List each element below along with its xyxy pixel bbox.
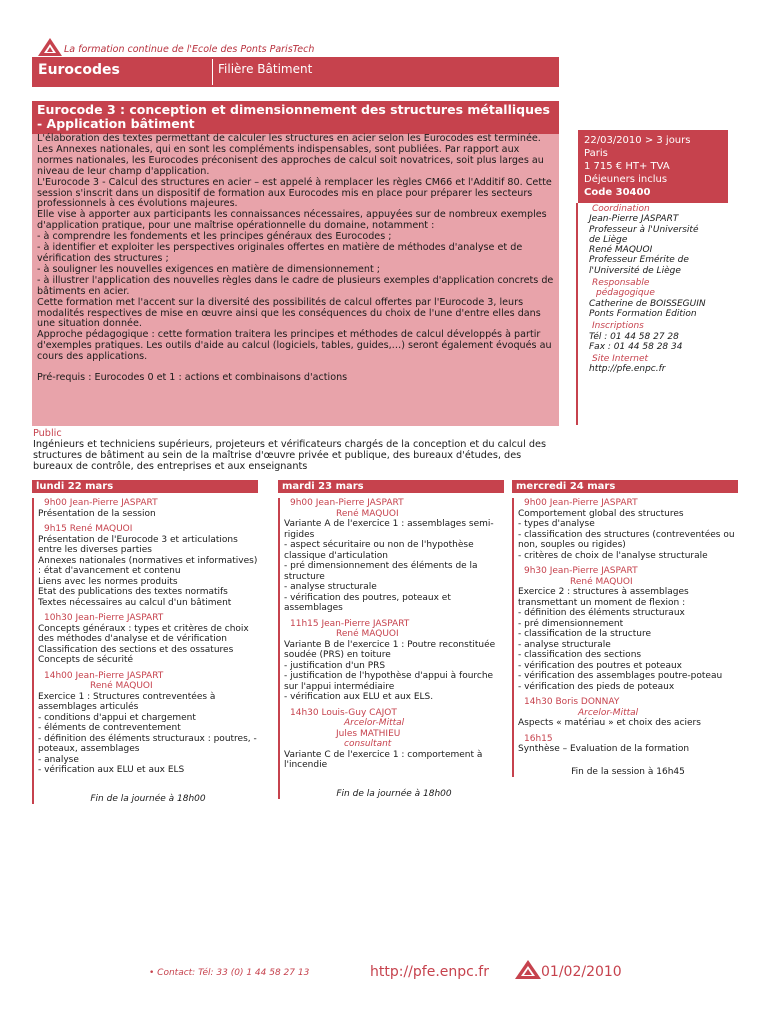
session-speaker: 14h30 Boris DONNAY [524,697,620,707]
schedule-text: Présentation de l'Eurocode 3 et articulations entre les diverses parties [38,534,238,555]
session-code: Code 30400 [584,187,651,198]
day-header: lundi 22 mars [32,480,258,493]
contact-info [582,204,742,375]
responsable-line: Ponts Formation Edition [589,308,697,319]
schedule-text: - conditions d'appui et chargement [38,712,196,723]
filiere-label: Filière Bâtiment [218,62,313,76]
schedule-text: - vérification aux ELU et aux ELS. [284,692,434,702]
schedule-text: - analyse [38,754,79,765]
schedule-text: - définition des éléments structuraux [518,608,685,618]
triangle-logo-icon [515,960,541,979]
prerequisites: Pré-requis : Eurocodes 0 et 1 : actions et combinaisons d'actions [37,372,348,384]
schedule-text: - vérification des assemblages poutre-poteau [518,671,723,681]
session-price: 1 715 € HT+ TVA [584,161,670,172]
session-speaker: 10h30 Jean-Pierre JASPART [44,613,164,623]
day-column-wednesday [512,480,738,777]
day-schedule [512,498,738,777]
header-divider [212,59,213,85]
schedule-text: - analyse structurale [284,582,377,592]
public-label: Public [33,428,62,439]
session-speaker: 14h30 Louis-Guy CAJOT [290,707,397,718]
schedule-text: Variante B de l'exercice 1 : Poutre reconstituée soudée (PRS) en toiture [284,639,496,660]
session-speaker: Jules MATHIEU [336,728,401,739]
schedule-text: Classification des sections et des ossatures [38,644,234,655]
schedule-text: Annexes nationales (normatives et informatives) : état d'avancement et contenu [38,555,258,576]
description-paragraph: L'Eurocode 3 - Calcul des structures en acier – est appelé à remplacer les règles CM66 et l'Additif 80. Cette session s'inscrit dans un dispositif de formation aux Eurocodes mis en place pour préparer les secteurs professionnels à ces évolutions majeures. [37,176,552,210]
schedule-text: - pré dimensionnement [518,618,624,629]
description-paragraph: - à identifier et exploiter les perspectives originales offertes en matière de méthodes d'analyse et de vérification des structures ; [37,242,523,264]
schedule-text: - classification des sections [518,650,642,660]
schedule-text: Exercice 1 : Structures contreventées à assemblages articulés [38,691,216,712]
coordination-label: Coordination [592,204,650,214]
footer-url[interactable]: http://pfe.enpc.fr [370,964,489,980]
footer-date: 01/02/2010 [541,964,622,980]
schedule-text: - pré dimensionnement des éléments de la structure [284,561,478,582]
coordination-line: l'Université de Liège [589,265,681,276]
schedule-text: - analyse structurale [518,639,611,650]
responsable-label: pédagogique [596,288,655,299]
tagline: La formation continue de l'Ecole des Ponts ParisTech [64,44,315,55]
schedule-text: - définition des éléments structuraux : poutres, - poteaux, assemblages [38,733,257,754]
responsable-label: Responsable [592,278,650,289]
schedule-text: - vérification des poutres et poteaux [518,660,683,671]
fax-number: Fax : 01 44 58 28 34 [589,341,683,352]
session-speaker: consultant [344,739,392,749]
description-paragraph: Cette formation met l'accent sur la diversité des possibilités de calcul offertes par l'Eurocode 3, leurs modalités respectives de mise en œuvre ainsi que les conséquences du choix de l'une d'entre elles dans une situation donnée. [37,296,541,330]
schedule-text: - justification d'un PRS [284,660,386,671]
schedule-text: - vérification des poutres, poteaux et assemblages [284,592,451,613]
session-speaker: 9h15 René MAQUOI [44,524,133,534]
session-speaker: René MAQUOI [336,629,399,639]
coordination-line: Jean-Pierre JASPART [589,214,679,225]
schedule-text: Etat des publications des textes normatifs [38,587,228,597]
day-column-monday [32,480,258,804]
session-date: 22/03/2010 > 3 jours [584,135,691,146]
triangle-logo-icon [38,38,62,56]
session-location: Paris [584,148,608,159]
coordination-line: de Liège [589,234,628,245]
session-speaker: 11h15 Jean-Pierre JASPART [290,618,410,629]
description-paragraph: Approche pédagogique : cette formation traitera les principes et méthodes de calcul développés à partir d'exemples pratiques. Les outils d'aide au calcul (logiciels, tables, guides,…) seront également évoqués au cours des applications. [37,329,552,363]
session-speaker: René MAQUOI [336,508,399,519]
day-header: mercredi 24 mars [512,480,738,493]
inscriptions-label: Inscriptions [592,321,644,332]
side-divider [576,203,578,425]
schedule-text: - justification de l'hypothèse d'appui à fourche sur l'appui intermédiaire [284,671,494,692]
phone-number: Tél : 01 44 58 27 28 [589,331,679,342]
day-header: mardi 23 mars [278,480,504,493]
session-speaker: René MAQUOI [90,681,153,691]
schedule-text: Concepts généraux : types et critères de choix des méthodes d'analyse et de vérification [38,623,249,644]
day-schedule [278,498,504,799]
schedule-text: Textes nécessaires au calcul d'un bâtiment [38,597,232,608]
session-meals: Déjeuners inclus [584,174,668,185]
session-speaker: 9h00 Jean-Pierre JASPART [290,498,404,508]
session-speaker: Arcelor-Mittal [578,707,639,718]
session-speaker: René MAQUOI [570,576,633,587]
schedule-text: - classification des structures (contreventées ou non, souples ou rigides) [518,529,735,550]
responsable-line: Catherine de BOISSEGUIN [589,298,706,309]
schedule-text: - vérification aux ELU et aux ELS [38,765,185,775]
header-band [32,57,559,87]
schedule-text: Exercice 2 : structures à assemblages transmettant un moment de flexion : [518,587,689,608]
schedule-text: - critères de choix de l'analyse structurale [518,550,708,561]
schedule-text: Concepts de sécurité [38,655,134,665]
schedule-text: Variante A de l'exercice 1 : assemblages semi-rigides [284,519,494,540]
schedule-text: - vérification des pieds de poteaux [518,681,675,692]
site-label: Site Internet [592,354,649,365]
session-speaker: 9h00 Jean-Pierre JASPART [524,498,638,508]
day-end-note: Fin de la journée à 18h00 [336,788,452,799]
session-speaker: 16h15 [524,733,553,744]
description-paragraph: Elle vise à apporter aux participants les connaissances nécessaires, appuyées sur de nombreux exemples d'application pratique, pour une maîtrise opérationnelle du domaine, notamment : [37,209,547,232]
description-paragraph: - à souligner les nouvelles exigences en matière de dimensionnement ; [37,263,381,275]
course-description [32,134,559,426]
day-column-tuesday [278,480,504,799]
session-speaker: Arcelor-Mittal [344,718,405,728]
schedule-text: - aspect sécuritaire ou non de l'hypothèse classique d'articulation [284,540,474,561]
footer-contact: • Contact: Tél: 33 (0) 1 44 58 27 13 [149,968,310,978]
schedule-text: Synthèse – Evaluation de la formation [518,744,690,754]
coordination-line: Professeur à l'Université [589,224,699,235]
description-paragraph: L'élaboration des textes permettant de calculer les structures en acier selon les Eurocodes est terminée. Les Annexes nationales, qui en sont les compléments indispensables, sont publiées. Par rapport aux normes nationales, les Eurocodes préconisent des approches de calcul soit novatrices, soit plus larges au niveau de leur champ d'application. [37,133,544,177]
schedule-text: Liens avec les normes produits [38,576,178,587]
session-info-box [578,130,728,203]
schedule-text: - types d'analyse [518,519,595,529]
schedule-text: Comportement global des structures [518,508,684,519]
schedule-text: - classification de la structure [518,629,652,639]
session-speaker: 9h00 Jean-Pierre JASPART [44,498,158,508]
session-speaker: 9h30 Jean-Pierre JASPART [524,566,638,576]
program-title: Eurocodes [38,62,120,78]
day-schedule [32,498,258,804]
description-paragraph: - à comprendre les fondements et les principes généraux des Eurocodes ; [37,231,392,243]
schedule-text: Présentation de la session [38,508,156,519]
coordination-line: Professeur Emérite de [589,255,689,266]
site-link[interactable]: http://pfe.enpc.fr [589,364,666,375]
session-speaker: 14h00 Jean-Pierre JASPART [44,670,164,681]
course-title: Eurocode 3 : conception et dimensionnement des structures métalliques - Application bâtiment [32,101,559,134]
schedule-text: - éléments de contreventement [38,723,181,733]
day-end-note: Fin de la journée à 18h00 [90,793,206,804]
coordination-line: René MAQUOI [589,245,653,256]
schedule-text: Variante C de l'exercice 1 : comportement à l'incendie [284,749,483,770]
schedule-text: Aspects « matériau » et choix des aciers [518,718,701,728]
description-paragraph: - à illustrer l'application des nouvelles règles dans le cadre de plusieurs exemples d'application concrets de bâtiments en acier. [37,274,554,297]
public-section [33,428,563,472]
day-end-note: Fin de la session à 16h45 [571,766,685,777]
public-text: Ingénieurs et techniciens supérieurs, projeteurs et vérificateurs chargés de la conception et du calcul des structures de bâtiment au sein de la maîtrise d'œuvre privée et publique, des bureaux d'études, des bureaux de contrôle, des entreprises et aux enseignants [33,439,546,472]
